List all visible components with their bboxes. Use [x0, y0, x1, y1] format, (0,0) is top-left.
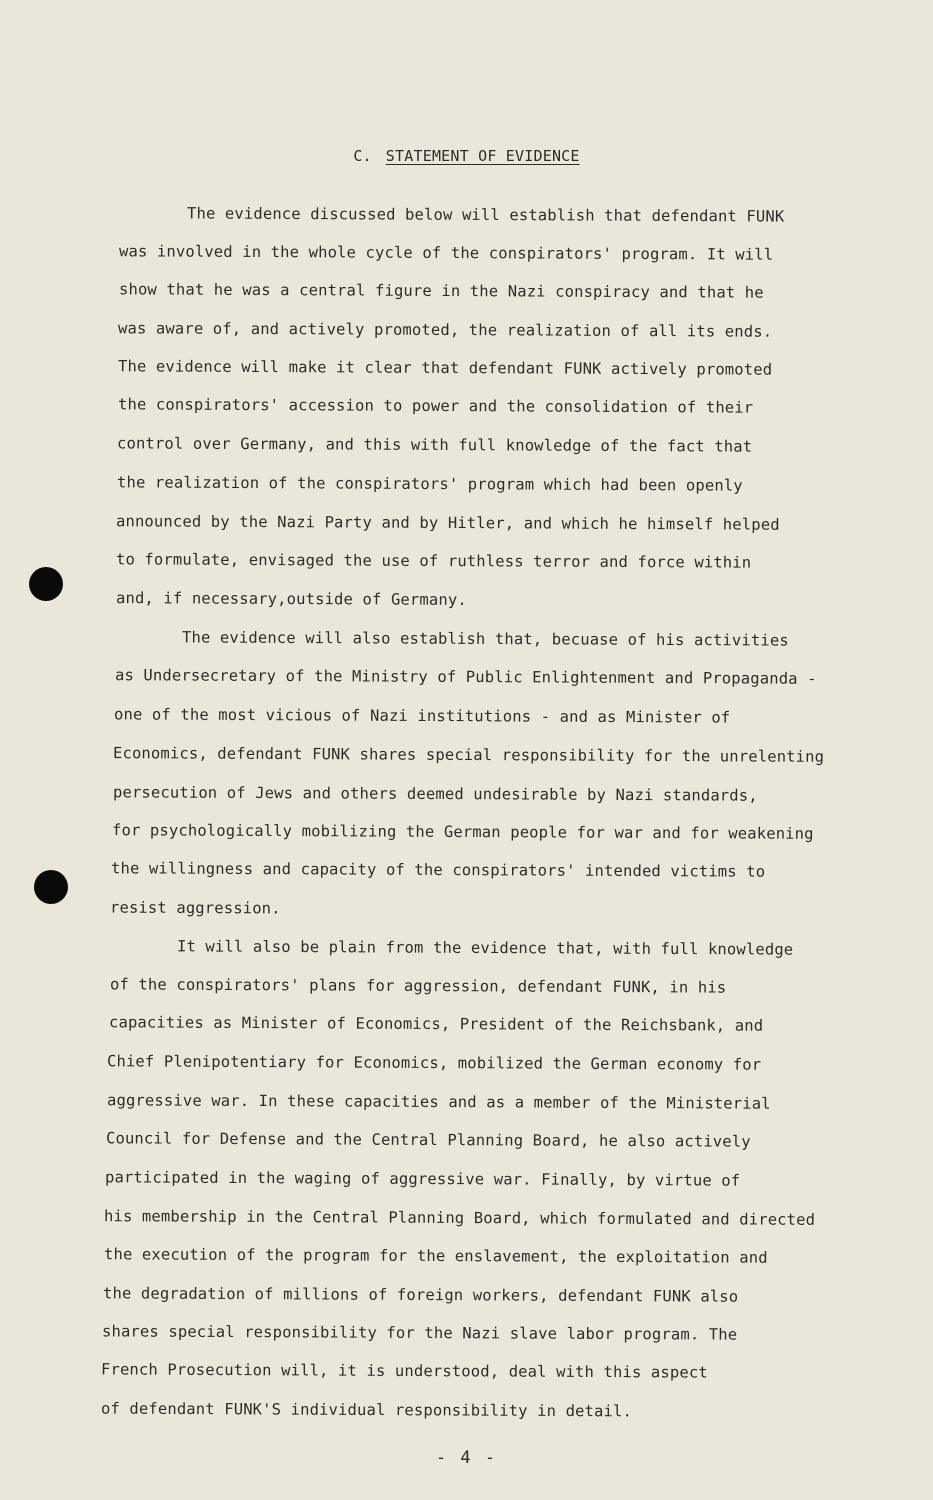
- paragraph-3-line-9: the execution of the program for the enslavement, the exploitation and: [103, 1245, 768, 1267]
- paragraph-2-line-5: persecution of Jews and others deemed undesirable by Nazi standards,: [112, 783, 758, 805]
- paragraph-2-line-3: one of the most vicious of Nazi institutions - and as Minister of: [113, 705, 731, 727]
- paragraph-3-line-12: French Prosecution will, it is understood, deal with this aspect: [100, 1360, 708, 1382]
- paragraph-1-line-8: the realization of the conspirators' program which had been openly: [116, 473, 743, 495]
- paragraph-1-line-4: was aware of, and actively promoted, the realization of all its ends.: [117, 319, 773, 341]
- paragraph-3-line-6: Council for Defense and the Central Planning Board, he also actively: [105, 1129, 751, 1151]
- paragraph-3-line-11: shares special responsibility for the Nazi slave labor program. The: [101, 1322, 738, 1344]
- paragraph-2-line-1: The evidence will also establish that, becuase of his activities: [181, 628, 789, 650]
- paragraph-3-line-10: the degradation of millions of foreign workers, defendant FUNK also: [102, 1284, 739, 1306]
- paragraph-3-line-7: participated in the waging of aggressive war. Finally, by virtue of: [104, 1168, 741, 1190]
- paragraph-3-line-13: of defendant FUNK'S individual responsibility in detail.: [100, 1399, 633, 1421]
- paragraph-1-line-10: to formulate, envisaged the use of ruthless terror and force within: [115, 550, 752, 572]
- paragraph-1-line-11: and, if necessary,outside of Germany.: [115, 589, 467, 609]
- section-heading: [0, 147, 933, 165]
- paragraph-3-line-3: capacities as Minister of Economics, President of the Reichsbank, and: [108, 1013, 764, 1035]
- paragraph-3-line-2: of the conspirators' plans for aggression, defendant FUNK, in his: [109, 975, 727, 997]
- paragraph-1-line-2: was involved in the whole cycle of the conspirators' program. It will: [118, 242, 774, 264]
- paragraph-2-line-7: the willingness and capacity of the conspirators' intended victims to: [110, 859, 766, 881]
- paragraph-2-line-6: for psychologically mobilizing the German people for war and for weakening: [111, 821, 814, 843]
- paragraph-2-line-2: as Undersecretary of the Ministry of Public Enlightenment and Propaganda -: [114, 666, 817, 688]
- paragraph-3-line-1: It will also be plain from the evidence that, with full knowledge: [176, 937, 794, 959]
- paragraph-3-line-8: his membership in the Central Planning Board, which formulated and directed: [103, 1207, 816, 1229]
- paragraph-1-line-3: show that he was a central figure in the Nazi conspiracy and that he: [118, 280, 764, 302]
- paragraph-2-line-4: Economics, defendant FUNK shares special responsibility for the unrelenting: [112, 744, 825, 766]
- paragraph-1-line-6: the conspirators' accession to power and the consolidation of their: [117, 395, 754, 417]
- paragraph-1-line-1: The evidence discussed below will establish that defendant FUNK: [186, 204, 785, 226]
- section-letter: C.: [353, 147, 372, 165]
- paragraph-3-line-4: Chief Plenipotentiary for Economics, mobilized the German economy for: [106, 1052, 762, 1074]
- punch-hole-top: [29, 567, 63, 601]
- paragraph-3-line-5: aggressive war. In these capacities and as a member of the Ministerial: [106, 1091, 771, 1113]
- paragraph-1-line-5: The evidence will make it clear that defendant FUNK actively promoted: [117, 357, 773, 379]
- paragraph-1-line-7: control over Germany, and this with full knowledge of the fact that: [116, 434, 753, 456]
- paragraph-2-line-8: resist aggression.: [109, 898, 281, 918]
- punch-hole-bottom: [34, 870, 68, 904]
- paragraph-1-line-9: announced by the Nazi Party and by Hitler, and which he himself helped: [115, 512, 780, 534]
- section-title: STATEMENT OF EVIDENCE: [385, 147, 580, 165]
- page-number: - 4 -: [435, 1448, 498, 1468]
